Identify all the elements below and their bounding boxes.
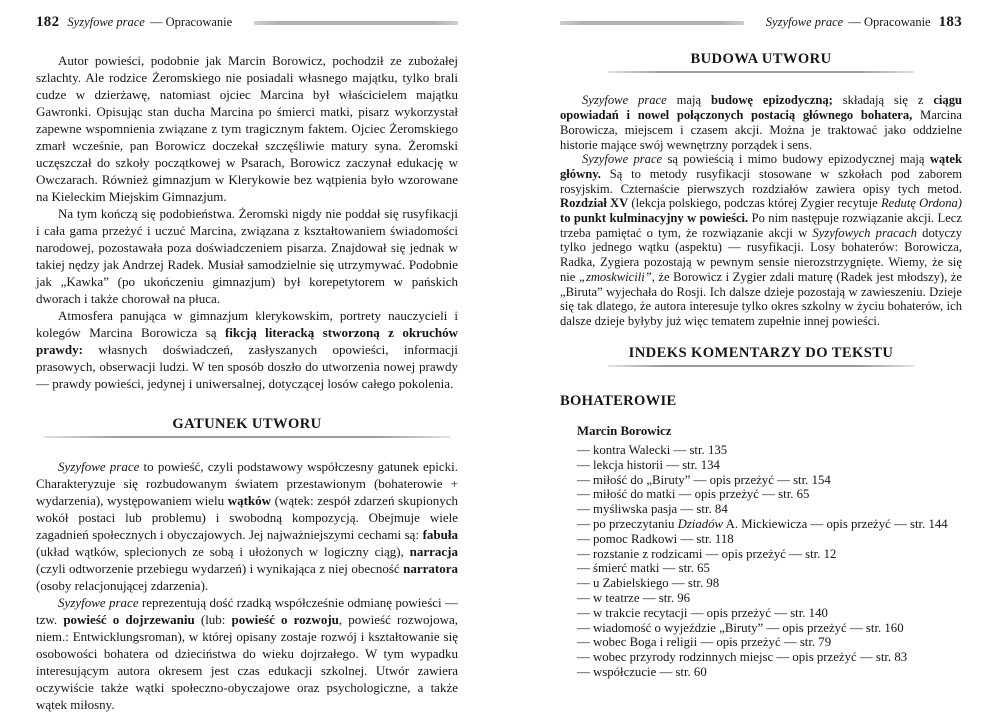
left-body (36, 52, 458, 392)
index-item: — śmierć matki — str. 65 (577, 561, 710, 576)
index-item: — myśliwska pasja — str. 84 (577, 502, 728, 517)
subheading-bohaterowie: BOHATEROWIE (560, 393, 677, 410)
gatunek-body (36, 458, 458, 712)
paragraph-genre-1: Syzyfowe prace to powieść, czyli podstawowy współczesny gatunek epicki. Charakteryzuje się rozbudowanym światem przestawionym (bohaterowie + wydarzenia), występowaniem wielu wątków (wątek: zespół zdarzeń skupionych wokół postaci lub problemu) i swobodną kompozycją. Obejmuje wiele zagadnień społecznych i obyczajowych. Jej najważniejszymi cechami są: fabuła (układ wątków, splecionych ze sobą i ułożonych w logiczny ciąg), narracja (czyli odtworzenie przebiegu wydarzeń) i wynikająca z niej obecność narratora (osoby relacjonującej zdarzenia). (36, 459, 459, 594)
heading-rule-budowa (608, 71, 914, 73)
character-name: Marcin Borowicz (577, 424, 672, 439)
heading-rule-gatunek (44, 436, 449, 438)
index-item: — kontra Walecki — str. 135 (577, 443, 728, 458)
page-header-left (36, 14, 458, 31)
index-item: — miłość do „Biruty” — opis przeżyć — str. 154 (577, 472, 831, 487)
running-title-left: Syzyfowe prace — Opracowanie (67, 15, 233, 29)
index-item: — pomoc Radkowi — str. 118 (577, 531, 734, 546)
header-rule-left (254, 21, 458, 25)
paragraph-similarities: Na tym kończą się podobieństwa. Żeromski nigdy nie poddał się rusyfikacji i cała gama przeżyć i uczuć Marcina, związana z kształtowaniem świadomości narodowej, pozostawała poza doświadczeniem pisarza. Znajdował się jednak w takiej nędzy jak Andrzej Radek. Musiał samodzielnie się utrzymywać. Podobnie jak „Kawka” (po ukończeniu gimnazjum) był korepetytorem w pańskich dworach i także chorował na płuca. (36, 206, 458, 306)
section-heading-budowa: BUDOWA UTWORU (690, 51, 832, 67)
section-heading-indeks: INDEKS KOMENTARZY DO TEKSTU (628, 344, 894, 361)
paragraph-genre-2: Syzyfowe prace reprezentują dość rzadką współcześnie odmianę powieści — tzw. powieść o dojrzewaniu (lub: powieść o rozwoju, powieść rozwojowa, niem.: Entwicklungsroman), w której opisany zostaje rozwój i kształtowanie się osobowości bohatera od dzieciństwa do wieku dojrzałego. W tym wypadku interesującym autora okresem jest czas edukacji szkolnej. Utwór zawiera oczywiście także wątki społeczno-obyczajowe oraz psychologiczne, a także wątek miłosny. (36, 595, 458, 712)
index-item: — wiadomość o wyjeździe „Biruty” — opis przeżyć — str. 160 (577, 620, 904, 635)
running-title-right: Syzyfowe prace — Opracowanie (765, 15, 931, 29)
page-number-left: 182 (36, 14, 60, 30)
index-list (577, 443, 962, 680)
paragraph-author: Autor powieści, podobnie jak Marcin Borowicz, pochodził ze zubożałej szlachty. Ale rodzice Żeromskiego nie posiadali własnego majątku, tylko brali cudze w dzierżawę, natomiast ojciec Marcina był właścicielem majątku Gawronki. Opisując stan ducha Marcina po śmierci matki, pisarz wykorzystał zapewne wspomnienia związane z tym tragicznym faktem. Ojciec Żeromskiego zmarł wcześnie, pan Borowicz doczekał szczęśliwie matury syna. Żeromski uczęszczał do szkoły początkowej w Psarach, Borowicz zaczynał edukację w Owczarach. Również gimnazjum w Klerykowie bez wątpienia było wzorowane na Kieleckim Miejskim Gimnazjum. (36, 53, 458, 204)
index-item: — lekcja historii — str. 134 (577, 457, 720, 472)
header-rule-right (560, 21, 744, 25)
index-item: — współczucie — str. 60 (577, 664, 707, 679)
index-item: — wobec Boga i religii — opis przeżyć — str. 79 (577, 635, 832, 650)
index-item: — u Zabielskiego — str. 98 (577, 576, 720, 591)
page-header-right (560, 14, 962, 31)
index-item: — wobec przyrody rodzinnych miejsc — opis przeżyć — str. 83 (577, 650, 908, 665)
paragraph-structure-2: Syzyfowe prace są powieścią i mimo budowy epizodycznej mają wątek główny. Są to metody rusyfikacji stosowane w szkołach pod zaborem rosyjskim. Czternaście pierwszych rozdziałów zawiera opisy tych metod. Rozdział XV (lekcja polskiego, podczas której Zygier recytuje Redutę Ordona) to punkt kulminacyjny w powieści. Po nim następuje rozwiązanie akcji. Lecz trzeba pamiętać o tym, że rozwiązanie akcji w Syzyfowych pracach dotyczy tylko jednego wątku (aspektu) — rusyfikacji. Losy bohaterów: Borowicza, Radka, Zygiera pozostają w pewnym sensie nierozstrzygnięte. Wiemy, że się nie „zmoskwicili”, że Borowicz i Zygier zdali maturę (Radek jest młodszy), że „Biruta” wyjechała do Rosji. Ich dalsze dzieje pozostają w zawieszeniu. Dzieje się tak dlatego, że autora interesuje tylko okres szkolny w życiu bohaterów, ich dalsze dzieje byłyby już więc tematem zupełnie innej powieści. (560, 152, 963, 328)
paragraph-atmosphere: Atmosfera panująca w gimnazjum klerykowskim, portrety nauczycieli i kolegów Marcina Borowicza są fikcją literacką stworzoną z okruchów prawdy: własnych doświadczeń, zasłyszanych opowieści, informacji prasowych, obserwacji ludzi. W ten sposób doszło do utworzenia nowej prawdy — prawdy powieści, jedynej i uniwersalnej, dotyczącej losów całego pokolenia. (36, 308, 458, 391)
budowa-body (560, 93, 962, 328)
heading-rule-indeks (608, 365, 914, 367)
page-183 (500, 0, 1000, 712)
index-item: — w trakcie recytacji — opis przeżyć — str. 140 (577, 605, 828, 620)
index-item: — w teatrze — str. 96 (577, 591, 691, 605)
index-item: — miłość do matki — opis przeżyć — str. 65 (577, 487, 810, 502)
section-heading-gatunek: GATUNEK UTWORU (172, 416, 322, 432)
paragraph-structure-1: Syzyfowe prace mają budowę epizodyczną; składają się z ciągu opowiadań i nowel połączonych postacią głównego bohatera, Marcina Borowicza, miejscem i czasem akcji. Można je traktować jako oddzielne historie mające swój wewnętrzny porządek i sens. (560, 93, 963, 152)
index-item: — po przeczytaniu Dziadów A. Mickiewicza — opis przeżyć — str. 144 (577, 517, 948, 532)
index-item: — rozstanie z rodzicami — opis przeżyć — str. 12 (577, 546, 837, 561)
page-number-right: 183 (938, 14, 962, 30)
